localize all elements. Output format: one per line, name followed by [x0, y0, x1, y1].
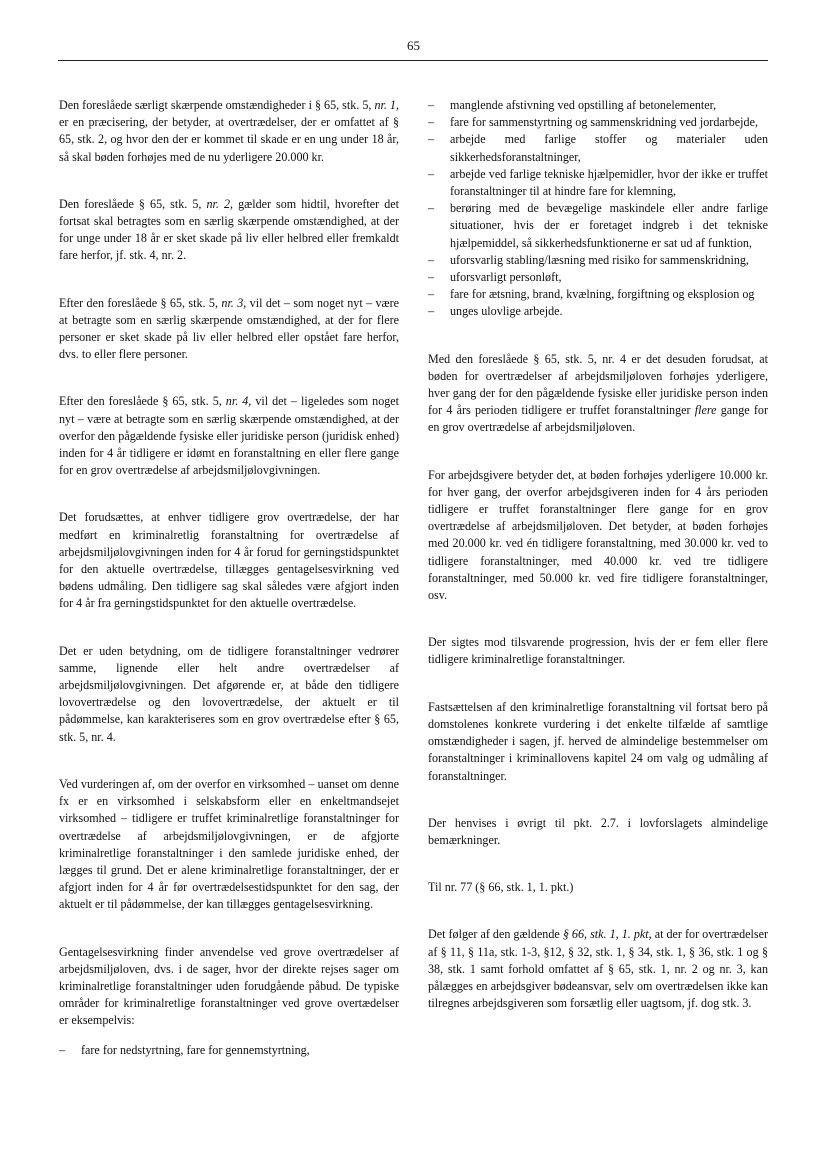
list-item: – manglende afstivning ved opstilling af betonelementer,	[428, 97, 768, 114]
list-item: – fare for nedstyrtning, fare for gennemstyrtning,	[59, 1042, 399, 1059]
paragraph: Efter den foreslåede § 65, stk. 5, nr. 4, vil det – ligeledes som noget nyt – være at betragte som en særlig skærpende omstændighed, at der overfor den pågældende fysiske eller juridiske person (juridisk enhed) inden for 4 år tidligere er idømt en foranstaltning en eller flere gange for en grov overtrædelse af arbejdsmiljølovgivningen.	[59, 394, 400, 478]
list-item: – uforsvarligt personløft,	[428, 269, 768, 286]
hazard-list	[59, 1042, 399, 1059]
list-item: – berøring med de bevægelige maskindele eller andre farlige situationer, hvis der er foretaget indgreb i det tekniske hjælpemiddel, så sikkerhedsfunktionerne er sat ud af funktion,	[428, 200, 768, 252]
paragraph: Der sigtes mod tilsvarende progression, hvis der er fem eller flere tidligere kriminalretlige foranstaltninger.	[428, 635, 768, 667]
right-column	[428, 97, 768, 1042]
paragraph: Det forudsættes, at enhver tidligere grov overtrædelse, der har medført en kriminalretlig foranstaltning for overtrædelse af arbejdsmiljølovgivningen inden for 4 år forud for gerningstidspunktet for den aktuelle overtrædelse, tillægges gentagelsesvirkning ved bødens udmåling. Den tidligere sag skal således være afgjort inden for 4 år fra gerningstidspunktet for den aktuelle overtrædelse.	[59, 510, 399, 611]
list-item: – fare for sammenstyrtning og sammenskridning ved jordarbejde,	[428, 114, 768, 131]
hazard-list	[428, 97, 768, 321]
paragraph: Gentagelsesvirkning finder anvendelse ved grove overtrædelser af arbejdsmiljøloven, dvs. i de sager, hvor der direkte rejses sager om kriminalretlige foranstaltninger uden forudgående påbud. De typiske områder for kriminalretlige foranstaltninger ved grove overtædelser er eksempelvis:	[59, 944, 399, 1028]
section-heading: Til nr. 77 (§ 66, stk. 1, 1. pkt.)	[428, 880, 574, 895]
page-number: 65	[407, 38, 420, 53]
paragraph: Der henvises i øvrigt til pkt. 2.7. i lovforslagets almindelige bemærkninger.	[428, 815, 768, 847]
list-item: – fare for ætsning, brand, kvælning, forgiftning og eksplosion og	[428, 286, 768, 303]
paragraph: Ved vurderingen af, om der overfor en virksomhed – uanset om denne fx er en virksomhed i selskabsform eller en enkeltmandsejet virksomhed – tidligere er truffet kriminalretlige foranstaltninger for overtrædelse af arbejdsmiljølovgivningen, er de afgjorte kriminalretlige foranstaltninger i den samlede juridiske enhed, der lægges til grund. Det er alene kriminalretlige foranstaltninger, der er afgjort inden for 4 år før overtrædelsestidspunktet for den sag, der aktuelt er til pådømmelse, der kan tillægges gentagelsesvirkning.	[59, 776, 399, 912]
paragraph: Den foreslåede § 65, stk. 5, nr. 2, gælder som hidtil, hvorefter det fortsat skal betragtes som en særlig skærpende omstændighed, at der for unge under 18 år er sket skade på liv eller helbred eller fremkaldt fare herfor, jf. stk. 4, nr. 2.	[59, 196, 400, 263]
list-item: – uforsvarlig stabling/læsning med risiko for sammenskridning,	[428, 252, 768, 269]
paragraph: Den foreslåede særligt skærpende omstændigheder i § 65, stk. 5, nr. 1, er en præcisering, der betyder, at overtrædelser, der er omfattet af § 65, stk. 2, og hvor den der er kommet til skade er en ung under 18 år, så skal bøden forhøjes med de nu yderligere 20.000 kr.	[59, 98, 399, 164]
list-item: – unges ulovlige arbejde.	[428, 303, 768, 320]
list-item: – arbejde med farlige stoffer og materialer uden sikkerhedsforanstaltninger,	[428, 131, 768, 165]
paragraph: Efter den foreslåede § 65, stk. 5, nr. 3, vil det – som noget nyt – være at betragte som en særlig skærpende omstændighed, at der for flere personer er sket skade på liv eller helbred eller opstået fare herfor, dvs. to eller flere personer.	[59, 295, 400, 362]
paragraph: Med den foreslåede § 65, stk. 5, nr. 4 er det desuden forudsat, at bøden for overtrædelser af arbejdsmiljøloven forhøjes yderligere, hver gang der for den pågældende fysiske eller juridiske person inden for 4 års perioden tidligere er truffet foranstaltninger flere gange for en grov overtrædelse af arbejdsmiljøloven.	[428, 351, 768, 435]
header-rule	[58, 60, 768, 61]
list-item: – arbejde ved farlige tekniske hjælpemidler, hvor der ikke er truffet foranstaltninger til at hindre fare for klemning,	[428, 166, 768, 200]
paragraph: Det er uden betydning, om de tidligere foranstaltninger vedrører samme, lignende eller helt andre overtrædelser af arbejdsmiljølovgivningen. Det afgørende er, at både den tidligere lovovertrædelse og den lovovertrædelse, der aktuelt er til pådømmelse, kan karakteriseres som en grov overtrædelse efter § 65, stk. 5, nr. 4.	[59, 643, 399, 744]
left-column	[59, 97, 399, 1089]
paragraph: Det følger af den gældende § 66, stk. 1, 1. pkt, at der for overtrædelser af § 11, § 11a, stk. 1-3, §12, § 32, stk. 1, § 34, stk. 1, § 36, stk. 1 og § 38, stk. 1 samt forhold omfattet af § 65, stk. 1, nr. 2 og nr. 3, kan pålægges en arbejdsgiver bødeansvar, selv om overtrædelsen ikke kan tilregnes arbejdsgiveren som forsætlig eller uagtsom, jf. dog stk. 3.	[428, 927, 768, 1011]
paragraph: Fastsættelsen af den kriminalretlige foranstaltning vil fortsat bero på domstolenes konkrete vurdering i det enkelte tilfælde af samtlige omstændigheder i sagen, jf. herved de almindelige bestemmelser om foranstaltninger i kriminallovens kapitel 24 om valg og udmåling af foranstaltninger.	[428, 699, 768, 783]
paragraph: For arbejdsgivere betyder det, at bøden forhøjes yderligere 10.000 kr. for hver gang, der overfor arbejdsgiveren inden for 4 års perioden tidligere er truffet foranstaltninger flere gange for en grov overtrædelse af arbejdsmiljøloven. Det betyder, at bøden forhøjes med 20.000 kr. ved én tidligere foranstaltning, med 30.000 kr. ved to tidligere foranstaltninger, med 40.000 kr. ved tre tidligere foranstaltninger, med 50.000 kr. ved fire tidligere foranstaltninger, osv.	[428, 467, 768, 603]
